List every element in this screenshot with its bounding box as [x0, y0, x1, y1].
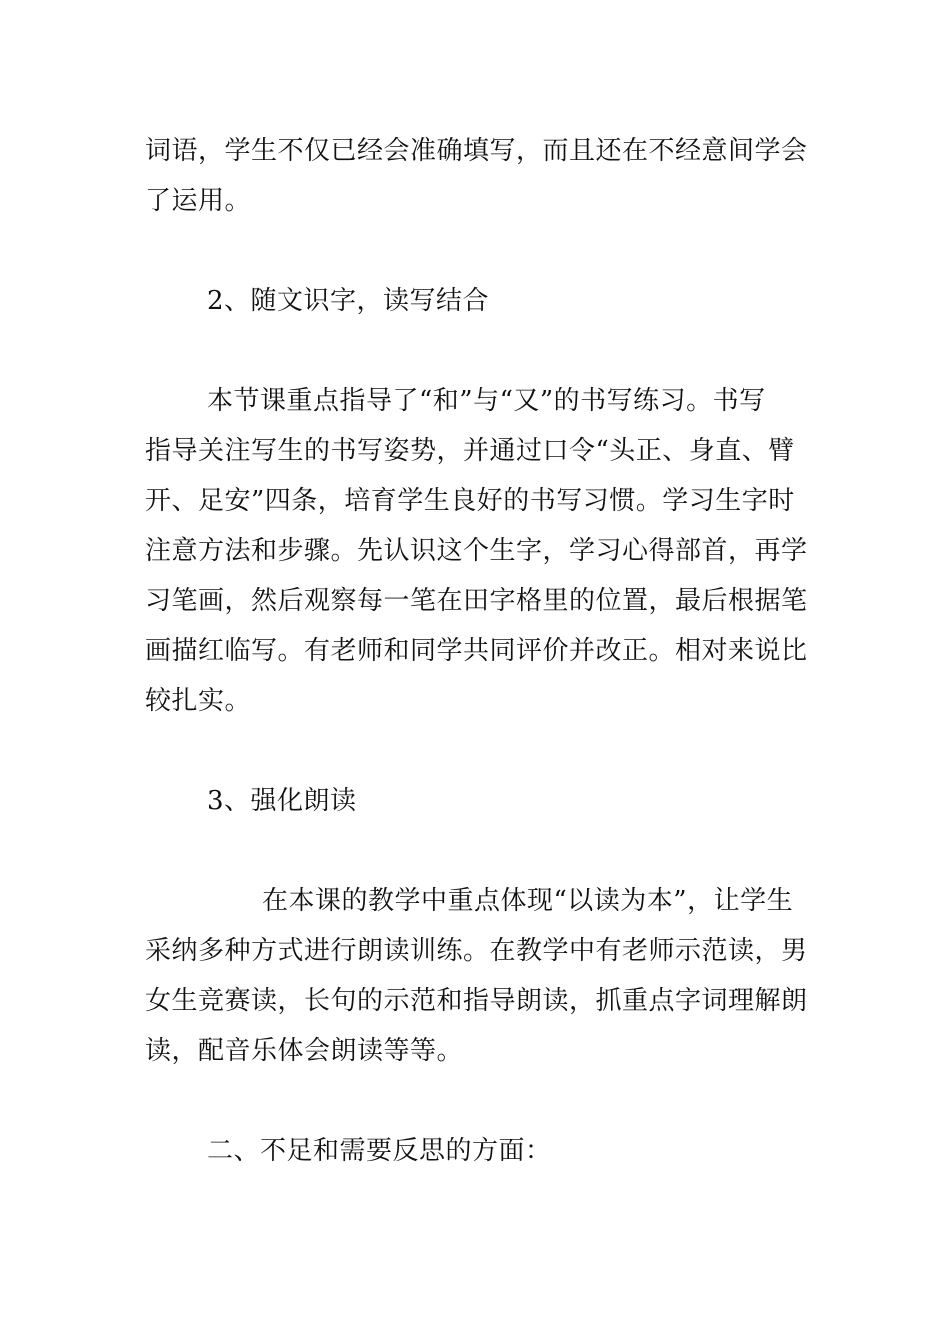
paragraph-3-line-4: 读，配音乐体会朗读等等。 — [145, 1036, 464, 1066]
section-heading-2: 二、不足和需要反思的方面： — [207, 1136, 552, 1166]
paragraph-3-line-1: 在本课的教学中重点体现“以读为本”，让学生 — [262, 886, 794, 916]
subheading-2: 2、随文识字，读写结合 — [207, 286, 490, 316]
paragraph-3-line-2: 采纳多种方式进行朗读训练。在教学中有老师示范读，男 — [145, 936, 808, 966]
paragraph-2-line-2: 指导关注写生的书写姿势，并通过口令“头正、身直、臂 — [145, 436, 795, 466]
paragraph-2-line-4: 注意方法和步骤。先认识这个生字，学习心得部首，再学 — [145, 536, 808, 566]
paragraph-2-line-1: 本节课重点指导了“和”与“又”的书写练习。书写 — [207, 386, 766, 416]
paragraph-1-line-1: 词语，学生不仅已经会准确填写，而且还在不经意间学会 — [145, 136, 808, 166]
paragraph-2-line-6: 画描红临写。有老师和同学共同评价并改正。相对来说比 — [145, 636, 808, 666]
paragraph-1-line-2: 了运用。 — [145, 186, 252, 216]
paragraph-2-line-3: 开、足安”四条，培育学生良好的书写习惯。学习生字时 — [145, 486, 795, 516]
subheading-3: 3、强化朗读 — [207, 786, 357, 816]
paragraph-2-line-7: 较扎实。 — [145, 686, 252, 716]
paragraph-2-line-5: 习笔画，然后观察每一笔在田字格里的位置，最后根据笔 — [145, 586, 808, 616]
paragraph-3-line-3: 女生竞赛读，长句的示范和指导朗读，抓重点字词理解朗 — [145, 986, 808, 1016]
